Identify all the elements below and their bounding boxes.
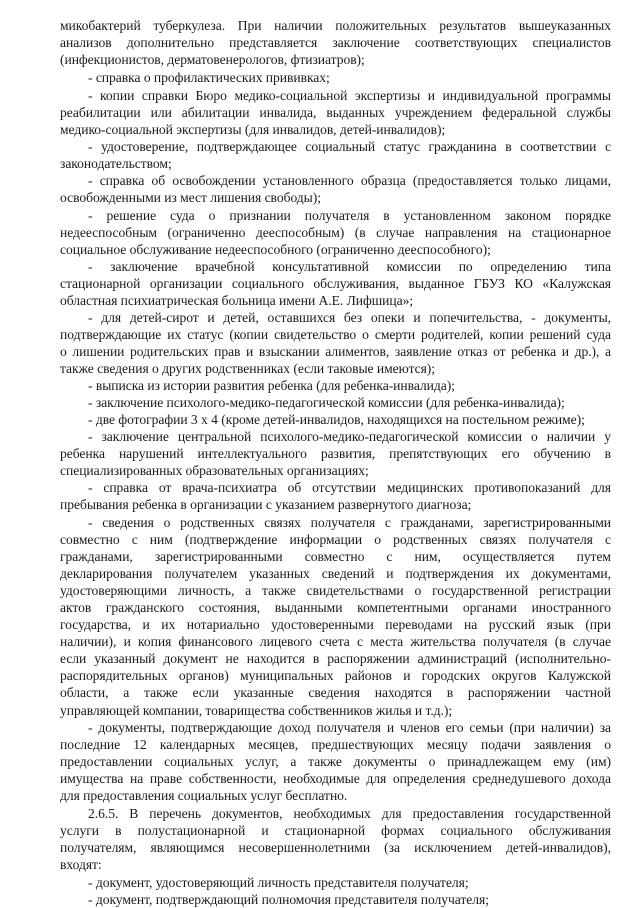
text-line: - решение суда о признании получателя в установленном законом порядке — [88, 208, 611, 223]
text-line: - заключение врачебной консультативной комиссии по определению типа — [88, 259, 611, 274]
text-line: наличии), и копия финансового лицевого счета с места жительства получателя (в случае — [60, 634, 611, 649]
text-line: недееспособным (ограниченно дееспособным) (в случае направления на стационарное — [60, 225, 611, 240]
text-line: законодательством; — [60, 156, 172, 171]
text-line: 2.6.5. В перечень документов, необходимых для предоставления государственной — [88, 806, 611, 821]
text-line: стационарной организации социального обслуживания, выданное ГБУЗ КО «Калужская — [60, 276, 611, 291]
text-line: (инфекционистов, дерматовенерологов, фтизиатров); — [60, 52, 365, 67]
text-line: гражданами, зарегистрированными совместно с ним, осуществляется путем — [60, 549, 611, 564]
text-line: специализированных образовательных организациях; — [60, 463, 369, 478]
text-line: медико-социальной экспертизы (для инвалидов, детей-инвалидов); — [60, 122, 446, 137]
text-line: - сведения о родственных связях получателя с гражданами, зарегистрированными — [88, 515, 611, 530]
text-line: социальное обслуживание недееспособного (ограниченно дееспособного); — [60, 242, 491, 257]
text-line: совместно с ним (подтверждение информации о родственных связях получателя с — [60, 532, 611, 547]
text-line: предоставлении социальных услуг, а также документы о принадлежащем ему (им) — [60, 754, 611, 769]
text-line: - заключение центральной психолого-медико-педагогической комиссии о наличии у — [88, 429, 611, 444]
text-line: декларирования получателем указанных сведений и подтверждения их документами, — [60, 566, 611, 581]
text-line: - две фотографии 3 х 4 (кроме детей-инвалидов, находящихся на постельном режиме); — [88, 412, 585, 427]
text-line: - документы, подтверждающие доход получателя и членов его семьи (при наличии) за — [88, 720, 611, 735]
text-line: для предоставления социальных услуг бесплатно. — [60, 788, 348, 803]
text-line: - документ, подтверждающий полномочия представителя получателя; — [88, 892, 489, 907]
text-line: если указанный документ не находится в распоряжении администраций (исполнительно- — [60, 651, 611, 666]
text-line: актов гражданского состояния, выданными компетентными органами иностранного — [60, 600, 611, 615]
text-line: - заключение психолого-медико-педагогической комиссии (для ребенка-инвалида); — [88, 395, 565, 410]
text-line: о лишении родительских прав и взыскании алиментов, заявление отказ от ребенка и др.), а — [60, 344, 611, 359]
text-line: анализов дополнительно представляется заключение соответствующих специалистов — [60, 35, 611, 50]
text-line: реабилитации или абилитации инвалида, выданных учреждением федеральной службы — [60, 105, 611, 120]
text-line: - справка об освобождении установленного образца (предоставляется только лицами, — [88, 173, 611, 188]
text-line: - для детей-сирот и детей, оставшихся без опеки и попечительства, - документы, — [88, 310, 611, 325]
text-line: распорядительных органов) муниципальных районов и городских округов Калужской — [60, 668, 611, 683]
text-line: последние 12 календарных месяцев, предшествующих месяцу подачи заявления о — [60, 737, 611, 752]
text-line: области, а также если указанные сведения находятся в распоряжении частной — [60, 685, 611, 700]
text-line: услуги в полустационарной и стационарной формах социального обслуживания — [60, 823, 611, 838]
text-line: ребенка нарушений интеллектуального развития, препятствующих его обучению в — [60, 446, 611, 461]
text-line: получателям, являющимся несовершеннолетними (за исключением детей-инвалидов), — [60, 840, 611, 855]
text-line: - выписка из истории развития ребенка (для ребенка-инвалида); — [88, 378, 455, 393]
text-line: - документ, удостоверяющий личность представителя получателя; — [88, 875, 469, 890]
text-line: областная психиатрическая больница имени А.Е. Лифшица»; — [60, 293, 414, 308]
text-line: подтверждающие их статус (копии свидетельство о смерти родителей, копии решений суда — [60, 327, 611, 342]
text-line: входят: — [60, 857, 102, 872]
text-line: - копии справки Бюро медико-социальной экспертизы и индивидуальной программы — [88, 88, 611, 103]
text-line: - удостоверение, подтверждающее социальный статус гражданина в соответствии с — [88, 139, 611, 154]
text-line: микобактерий туберкулеза. При наличии положительных результатов вышеуказанных — [60, 18, 611, 33]
text-line: освобожденными из мест лишения свободы); — [60, 190, 321, 205]
text-line: также сведения о других родственниках (если таковые имеются); — [60, 361, 436, 376]
text-line: управляющей компании, товарищества собственников жилья и т.д.); — [60, 703, 453, 718]
text-line: пребывания ребенка в организации с указанием развернутого диагноза; — [60, 497, 472, 512]
text-line: имущества на праве собственности, необходимые для определения среднедушевого дохода — [60, 771, 611, 786]
text-line: удостоверяющими личность, а также свидетельствами о государственной регистрации — [60, 583, 611, 598]
text-line: государства, и их нотариально удостоверенными переводами на русский язык (при — [60, 617, 611, 632]
text-line: - справка от врача-психиатра об отсутствии медицинских противопоказаний для — [88, 480, 611, 495]
text-line: - справка о профилактических прививках; — [88, 70, 330, 85]
